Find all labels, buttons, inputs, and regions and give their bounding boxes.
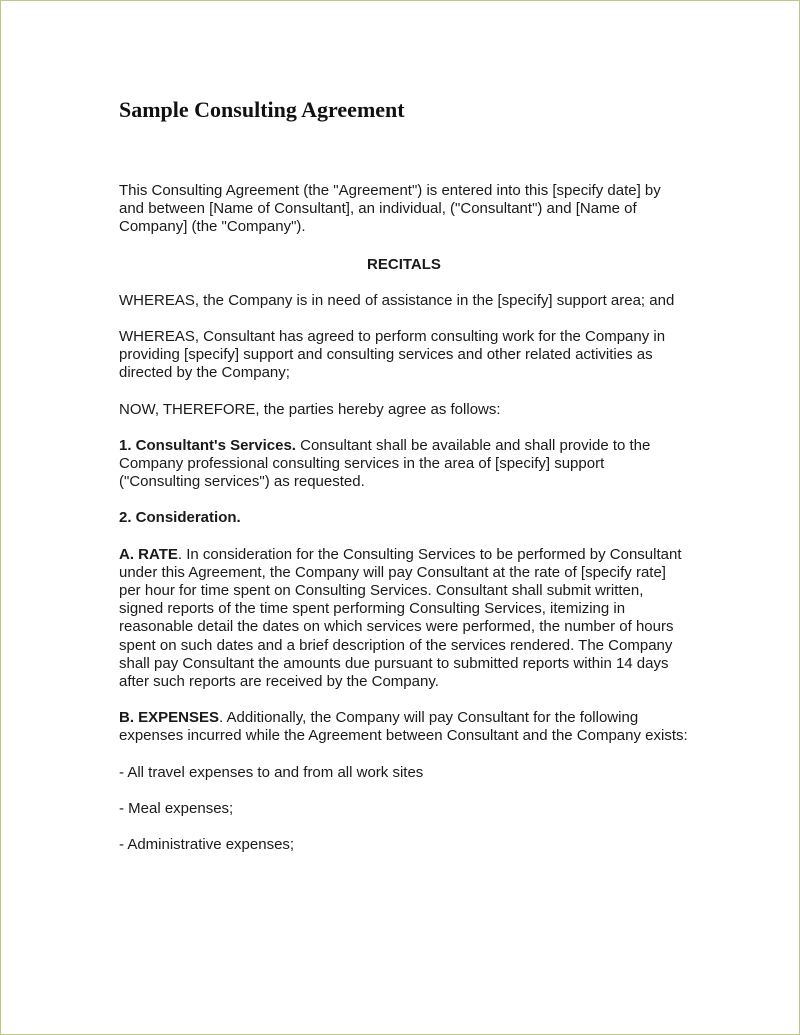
- rate-body: . In consideration for the Consulting Services to be performed by Consultant under this Agreement, the Company will pay Consultant at the rate of [specify rate] per hour for time spent on Consulting Services. Consultant shall submit written, signed reports of the time spent performing Consulting Services, itemizing in reasonable detail the dates on which services were performed, the number of hours spent on such dates and a brief description of the services rendered. The Company shall pay Consultant the amounts due pursuant to submitted reports within 14 days after such reports are received by the Company.: [119, 545, 682, 691]
- section-1-paragraph: [119, 437, 689, 492]
- section-2-paragraph: [119, 509, 689, 527]
- recitals-heading: RECITALS: [367, 255, 441, 273]
- section-1-heading: 1. Consultant's Services.: [119, 436, 296, 454]
- whereas-paragraph-2: WHEREAS, Consultant has agreed to perform consulting work for the Company in providing [specify] support and consulting services and other related activities as directed by the Company;: [119, 328, 666, 382]
- whereas-paragraph-1: WHEREAS, the Company is in need of assistance in the [specify] support area; and: [119, 291, 675, 309]
- rate-heading: A. RATE: [119, 545, 178, 563]
- section-2-heading: 2. Consideration.: [119, 509, 241, 527]
- expense-item: - Meal expenses;: [119, 799, 234, 817]
- document-body: [119, 97, 689, 854]
- rate-paragraph: [119, 546, 689, 692]
- expenses-heading: B. EXPENSES: [119, 709, 220, 727]
- expense-item: - All travel expenses to and from all work sites: [119, 763, 424, 781]
- now-therefore-paragraph: NOW, THEREFORE, the parties hereby agree as follows:: [119, 400, 501, 418]
- expenses-body: . Additionally, the Company will pay Consultant for the following expenses incurred while the Agreement between Consultant and the Company exists:: [119, 709, 688, 745]
- expense-item: - Administrative expenses;: [119, 836, 295, 854]
- expenses-paragraph: [119, 709, 689, 745]
- document-title: Sample Consulting Agreement: [119, 97, 405, 122]
- intro-paragraph: This Consulting Agreement (the "Agreement") is entered into this [specify date] by and between [Name of Consultant], an individual, ("Consultant") and [Name of Company] (the "Company").: [119, 182, 661, 236]
- section-1-body: Consultant shall be available and shall provide to the Company professional consulting services in the area of [specify] support ("Consulting services") as requested.: [119, 436, 651, 491]
